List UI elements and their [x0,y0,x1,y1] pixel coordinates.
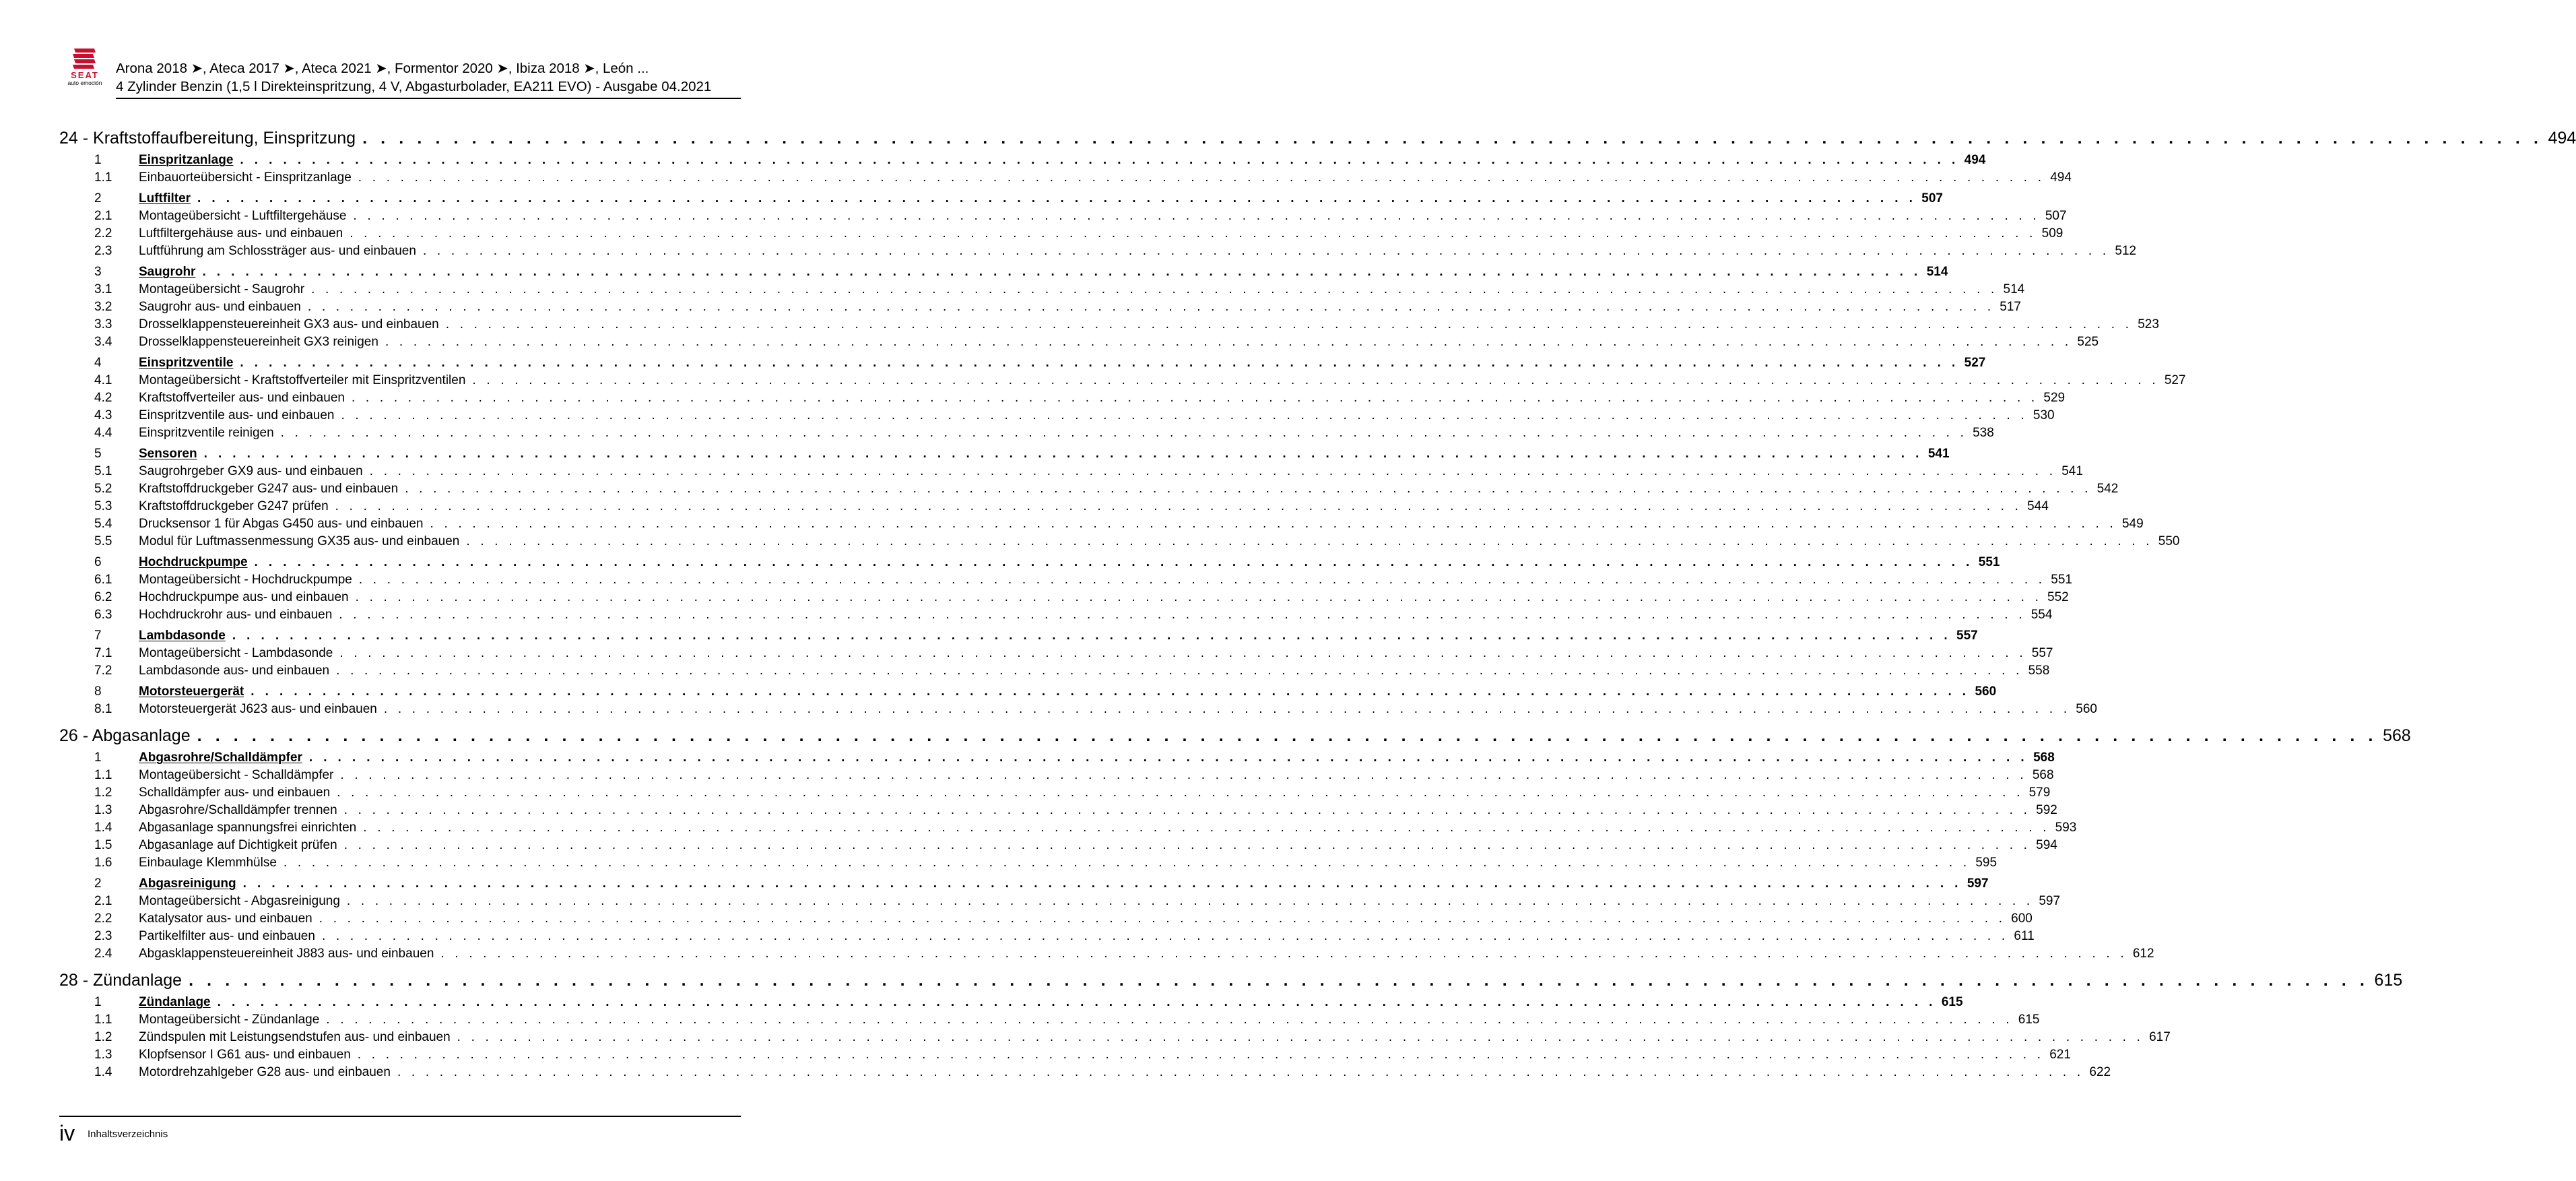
dot-leader: . . . . . . . . . . . . . . . . . . . . . . . . . . . . . . . . . . . . . . . . . . . . . . . . . . . . . . . . . . . . . . . . . . . . . . . . . . . . . . . . . . . . . . . . . . . . . . . . . . . . . . . . . . . . . . . . . . . . . . . . [405,482,2092,496]
toc-subsection-number: 2.2 [94,912,112,926]
dot-leader: . . . . . . . . . . . . . . . . . . . . . . . . . . . . . . . . . . . . . . . . . . . . . . . . . . . . . . . . . . . . . . . . . . . . . . . . . . . . . . . . . . . . . . . . . . . . . . . . . . . . . . . . . . . . . . . . . . . . . . . . [321,929,2009,943]
seat-logo-mark [73,49,96,69]
toc-subsection-page: 594 [2036,838,2057,852]
toc-subsection-page: 494 [2050,170,2072,185]
toc-subsection[interactable] [59,169,2072,187]
toc-section[interactable] [59,190,1943,208]
dot-leader: . . . . . . . . . . . . . . . . . . . . . . . . . . . . . . . . . . . . . . . . . . . . . . . . . . . . . . . . . . . . . . . . . . . . . . . . . . . . . . . . . . . . . . . . . . . . . . . . . . . . . . . . . . . . . . . . . . . . . . . . [363,821,2050,835]
toc-subsection-page: 544 [2027,499,2049,513]
toc-subsection-number: 3.2 [94,300,112,314]
toc-subsection-page: 507 [2045,209,2067,223]
toc-subsection-page: 527 [2164,373,2186,387]
dot-leader: . . . . . . . . . . . . . . . . . . . . . . . . . . . . . . . . . . . . . . . . . . . . . . . . . . . . . . . . . . . . . . . . . . . . . . . . . . . . . . . . . . . . . . . . . . . . . . . . . . . . . . . . . . . . . . . . . . . . . . . . [307,300,1995,314]
toc-subsection-number: 1.2 [94,786,112,800]
toc-subsection[interactable] [59,281,2025,298]
toc-subsection-page: 595 [1975,856,1997,870]
toc-subsection-page: 615 [2018,1013,2040,1027]
toc-subsection[interactable] [59,928,2035,945]
toc-subsection-page: 525 [2077,335,2099,349]
toc-section-page: 514 [1926,265,1948,279]
toc-subsection[interactable] [59,1011,2040,1029]
toc-subsection-title: Katalysator aus- und einbauen [139,912,312,926]
toc-subsection-number: 6.1 [94,573,112,587]
toc-subsection-page: 538 [1973,426,1994,440]
toc-chapter-page: 568 [2383,726,2411,745]
toc-subsection-number: 2.4 [94,947,112,961]
toc-section-page: 557 [1956,629,1978,643]
toc-section-title: Abgasrohre/Schalldämpfer [139,751,302,765]
toc-subsection-number: 4.1 [94,373,112,387]
toc-subsection-page: 523 [2138,317,2159,331]
toc-subsection[interactable] [59,515,2144,533]
toc-subsection-page: 517 [2000,300,2021,314]
toc-subsection-number: 1.3 [94,803,112,817]
toc-subsection-page: 542 [2096,482,2119,496]
toc-subsection-page: 512 [2115,244,2137,258]
toc-section-number: 8 [94,684,102,699]
dot-leader: . . . . . . . . . . . . . . . . . . . . . . . . . . . . . . . . . . . . . . . . . . . . . . . . . . . . . . . . . . . . . . . . . . . . . . . . . . . . . . . . . . . . . . . . . . . . . . . . . . . . . . . . . . . . . . . . . . . . . . . . [340,768,2027,782]
toc-subsection-title: Drucksensor 1 für Abgas G450 aus- und einbauen [139,517,424,531]
toc-subsection-title: Kraftstoffdruckgeber G247 prüfen [139,499,329,513]
dot-leader: . . . . . . . . . . . . . . . . . . . . . . . . . . . . . . . . . . . . . . . . . . . . . . . . . . . . . . . . . . . . . . . . . . . . . . . . . . . . . . . . . . . . . . . . . . . . . . . . . . . . . . . . . . . . . . . . . . . . . . . . [422,244,2110,258]
toc-section-page: 507 [1921,191,1943,205]
toc-subsection-number: 1.3 [94,1048,112,1062]
toc-subsection-title: Luftfiltergehäuse aus- und einbauen [139,226,343,241]
table-of-contents [59,126,2576,1081]
toc-subsection-page: 600 [2011,912,2033,926]
toc-subsection[interactable] [59,208,2067,225]
toc-subsection[interactable] [59,480,2119,498]
toc-section-number: 1 [94,153,102,167]
toc-chapter[interactable] [59,968,2403,992]
toc-subsection[interactable] [59,645,2053,662]
toc-subsection-title: Kraftstoffverteiler aus- und einbauen [139,391,345,405]
toc-subsection-number: 5.5 [94,534,112,548]
toc-chapter-title: 26 - Abgasanlage [59,726,191,745]
toc-subsection-page: 622 [2089,1065,2111,1079]
toc-subsection-title: Hochdruckpumpe aus- und einbauen [139,590,349,604]
toc-subsection-title: Hochdruckrohr aus- und einbauen [139,608,333,622]
dot-leader: . . . . . . . . . . . . . . . . . . . . . . . . . . . . . . . . . . . . . . . . . . . . . . . . . . . . . . . . . . . . . . . . . . . . . . . . . . . . . . . . . . . . . . . . . . . . . . . . . . . . . . . . . . . . . . . . . . . . . . . . [369,464,2057,478]
dot-leader: . . . . . . . . . . . . . . . . . . . . . . . . . . . . . . . . . . . . . . . . . . . . . . . . . . . . . . . . . . . . . . . . . . . . . . . . . . . . . . . . . . . . . . . . . . . . . . . . . . . . . . . . . . . . . . . . . . . . . . . . [311,282,1998,296]
toc-subsection-page: 568 [2032,768,2054,782]
dot-leader: . . . . . . . . . . . . . . . . . . . . . . . . . . . . . . . . . . . . . . . . . . . . . . . . . . . . . . . . . . . . . . . . . . . . . . . . . . . . . . . . . . . . . . . . . . . . . . . . . . . . . . . . . . . . . . . . . . . . . . . . [251,684,1970,699]
dot-leader: . . . . . . . . . . . . . . . . . . . . . . . . . . . . . . . . . . . . . . . . . . . . . . . . . . . . . . . . . . . . . . . . . . . . . . . . . . . . . . . . . . . . . . . . . . . . . . . . . . . . . . . . . . . . . . . . . . . . . . . . [357,1048,2045,1062]
toc-subsection-number: 1.1 [94,170,112,185]
seat-logo-slogan: auto emoción [67,79,102,86]
toc-subsection-page: 621 [2049,1048,2071,1062]
toc-subsection-title: Kraftstoffdruckgeber G247 aus- und einbauen [139,482,399,496]
toc-subsection[interactable] [59,1029,2171,1046]
toc-section-title: Saugrohr [139,265,196,279]
dot-leader: . . . . . . . . . . . . . . . . . . . . . . . . . . . . . . . . . . . . . . . . . . . . . . . . . . . . . . . . . . . . . . . . . . . . . . . . . . . . . . . . . . . . . . . . . . . . . . . . . . . . . . . . . . . . . . . . . . . . . . . . [466,534,2153,548]
dot-leader: . . . . . . . . . . . . . . . . . . . . . . . . . . . . . . . . . . . . . . . . . . . . . . . . . . . . . . . . . . . . . . . . . . . . . . . . . . . . . . . . . . . . . . . . . . . . . . . . . . . . . . . . . . . . . . . . . . . . . . . . [440,947,2127,961]
toc-section-number: 1 [94,995,102,1009]
dot-leader: . . . . . . . . . . . . . . . . . . . . . . . . . . . . . . . . . . . . . . . . . . . . . . . . . . . . . . . . . . . . . . . . . . . . . . . . . . . . . . . . . . . . . . . . . . . . . . . . . . . . . . . . . . . . . . . . . . . . . . . . [197,726,2378,745]
toc-section-number: 4 [94,356,102,370]
dot-leader: . . . . . . . . . . . . . . . . . . . . . . . . . . . . . . . . . . . . . . . . . . . . . . . . . . . . . . . . . . . . . . . . . . . . . . . . . . . . . . . . . . . . . . . . . . . . . . . . . . . . . . . . . . . . . . . . . . . . . . . . [308,751,2028,765]
toc-subsection[interactable] [59,893,2061,910]
toc-subsection-title: Einspritzventile aus- und einbauen [139,408,335,422]
toc-subsection-title: Einbaulage Klemmhülse [139,856,277,870]
toc-subsection[interactable] [59,837,2057,854]
footer-divider [59,1116,741,1117]
dot-leader: . . . . . . . . . . . . . . . . . . . . . . . . . . . . . . . . . . . . . . . . . . . . . . . . . . . . . . . . . . . . . . . . . . . . . . . . . . . . . . . . . . . . . . . . . . . . . . . . . . . . . . . . . . . . . . . . . . . . . . . . [280,426,1968,440]
toc-section[interactable] [59,875,1989,893]
toc-section-title: Hochdruckpumpe [139,555,248,569]
dot-leader: . . . . . . . . . . . . . . . . . . . . . . . . . . . . . . . . . . . . . . . . . . . . . . . . . . . . . . . . . . . . . . . . . . . . . . . . . . . . . . . . . . . . . . . . . . . . . . . . . . . . . . . . . . . . . . . . . . . . . . . . [203,447,1923,461]
toc-subsection[interactable] [59,372,2186,389]
toc-subsection-number: 1.2 [94,1030,112,1044]
toc-subsection-number: 5.3 [94,499,112,513]
dot-leader: . . . . . . . . . . . . . . . . . . . . . . . . . . . . . . . . . . . . . . . . . . . . . . . . . . . . . . . . . . . . . . . . . . . . . . . . . . . . . . . . . . . . . . . . . . . . . . . . . . . . . . . . . . . . . . . . . . . . . . . . [202,265,1921,279]
toc-chapter[interactable] [59,126,2576,150]
toc-subsection-title: Montageübersicht - Kraftstoffverteiler mit Einspritzventilen [139,373,466,387]
dot-leader: . . . . . . . . . . . . . . . . . . . . . . . . . . . . . . . . . . . . . . . . . . . . . . . . . . . . . . . . . . . . . . . . . . . . . . . . . . . . . . . . . . . . . . . . . . . . . . . . . . . . . . . . . . . . . . . . . . . . . . . . [445,317,2133,331]
dot-leader: . . . . . . . . . . . . . . . . . . . . . . . . . . . . . . . . . . . . . . . . . . . . . . . . . . . . . . . . . . . . . . . . . . . . . . . . . . . . . . . . . . . . . . . . . . . . . . . . . . . . . . . . . . . . . . . . . . . . . . . . [343,838,2031,852]
toc-subsection[interactable] [59,589,2069,606]
toc-section-title: Einspritzventile [139,356,234,370]
dot-leader: . . . . . . . . . . . . . . . . . . . . . . . . . . . . . . . . . . . . . . . . . . . . . . . . . . . . . . . . . . . . . . . . . . . . . . . . . . . . . . . . . . . . . . . . . . . . . . . . . . . . . . . . . . . . . . . . . . . . . . . . [457,1030,2144,1044]
toc-subsection-page: 597 [2039,894,2061,908]
dot-leader: . . . . . . . . . . . . . . . . . . . . . . . . . . . . . . . . . . . . . . . . . . . . . . . . . . . . . . . . . . . . . . . . . . . . . . . . . . . . . . . . . . . . . . . . . . . . . . . . . . . . . . . . . . . . . . . . . . . . . . . . [350,226,2037,241]
dot-leader: . . . . . . . . . . . . . . . . . . . . . . . . . . . . . . . . . . . . . . . . . . . . . . . . . . . . . . . . . . . . . . . . . . . . . . . . . . . . . . . . . . . . . . . . . . . . . . . . . . . . . . . . . . . . . . . . . . . . . . . . [362,129,2543,148]
toc-subsection-title: Partikelfilter aus- und einbauen [139,929,315,943]
seat-logo [59,47,110,88]
toc-subsection[interactable] [59,571,2072,589]
toc-subsection[interactable] [59,389,2066,407]
toc-section-page: 560 [1975,684,1997,699]
toc-subsection[interactable] [59,662,2050,680]
toc-subsection-number: 2.2 [94,226,112,241]
toc-subsection-title: Zündspulen mit Leistungsendstufen aus- und einbauen [139,1030,451,1044]
toc-subsection-page: 579 [2028,786,2051,800]
toc-section-title: Luftfilter [139,191,191,205]
dot-leader: . . . . . . . . . . . . . . . . . . . . . . . . . . . . . . . . . . . . . . . . . . . . . . . . . . . . . . . . . . . . . . . . . . . . . . . . . . . . . . . . . . . . . . . . . . . . . . . . . . . . . . . . . . . . . . . . . . . . . . . . [283,856,1971,870]
toc-subsection[interactable] [59,767,2054,784]
dot-leader: . . . . . . . . . . . . . . . . . . . . . . . . . . . . . . . . . . . . . . . . . . . . . . . . . . . . . . . . . . . . . . . . . . . . . . . . . . . . . . . . . . . . . . . . . . . . . . . . . . . . . . . . . . . . . . . . . . . . . . . . [319,912,2006,926]
toc-subsection[interactable] [59,424,1994,442]
toc-subsection-page: 552 [2047,590,2069,604]
toc-subsection-page: 549 [2121,517,2144,531]
dot-leader: . . . . . . . . . . . . . . . . . . . . . . . . . . . . . . . . . . . . . . . . . . . . . . . . . . . . . . . . . . . . . . . . . . . . . . . . . . . . . . . . . . . . . . . . . . . . . . . . . . . . . . . . . . . . . . . . . . . . . . . . [240,153,1959,167]
toc-section-number: 6 [94,555,102,569]
toc-subsection-title: Abgasanlage spannungsfrei einrichten [139,821,357,835]
dot-leader: . . . . . . . . . . . . . . . . . . . . . . . . . . . . . . . . . . . . . . . . . . . . . . . . . . . . . . . . . . . . . . . . . . . . . . . . . . . . . . . . . . . . . . . . . . . . . . . . . . . . . . . . . . . . . . . . . . . . . . . . [337,786,2024,800]
toc-subsection-number: 2.3 [94,929,112,943]
dot-leader: . . . . . . . . . . . . . . . . . . . . . . . . . . . . . . . . . . . . . . . . . . . . . . . . . . . . . . . . . . . . . . . . . . . . . . . . . . . . . . . . . . . . . . . . . . . . . . . . . . . . . . . . . . . . . . . . . . . . . . . . [336,664,2023,678]
toc-subsection-page: 617 [2149,1030,2171,1044]
toc-subsection[interactable] [59,243,2137,260]
dot-leader: . . . . . . . . . . . . . . . . . . . . . . . . . . . . . . . . . . . . . . . . . . . . . . . . . . . . . . . . . . . . . . . . . . . . . . . . . . . . . . . . . . . . . . . . . . . . . . . . . . . . . . . . . . . . . . . . . . . . . . . . [189,971,2369,990]
toc-section-page: 494 [1964,153,1986,167]
dot-leader: . . . . . . . . . . . . . . . . . . . . . . . . . . . . . . . . . . . . . . . . . . . . . . . . . . . . . . . . . . . . . . . . . . . . . . . . . . . . . . . . . . . . . . . . . . . . . . . . . . . . . . . . . . . . . . . . . . . . . . . . [353,209,2040,223]
toc-subsection[interactable] [59,333,2099,351]
toc-subsection-number: 4.4 [94,426,112,440]
toc-subsection-title: Abgasrohre/Schalldämpfer trennen [139,803,337,817]
page-header [59,47,741,100]
toc-subsection-number: 4.2 [94,391,112,405]
toc-subsection-page: 550 [2158,534,2180,548]
toc-section-page: 527 [1964,356,1986,370]
toc-subsection-number: 4.3 [94,408,112,422]
dot-leader: . . . . . . . . . . . . . . . . . . . . . . . . . . . . . . . . . . . . . . . . . . . . . . . . . . . . . . . . . . . . . . . . . . . . . . . . . . . . . . . . . . . . . . . . . . . . . . . . . . . . . . . . . . . . . . . . . . . . . . . . [217,995,1936,1009]
toc-subsection-number: 7.1 [94,646,112,660]
seat-logo-wordmark: SEAT [71,70,99,80]
toc-section[interactable] [59,445,1950,463]
toc-section-title: Motorsteuergerät [139,684,244,699]
toc-section[interactable] [59,263,1948,281]
toc-subsection-page: 541 [2061,464,2083,478]
toc-subsection-number: 5.4 [94,517,112,531]
toc-section-page: 597 [1967,876,1989,891]
toc-subsection-number: 3.3 [94,317,112,331]
toc-subsection[interactable] [59,784,2051,802]
toc-subsection-number: 1.1 [94,1013,112,1027]
footer-label: Inhaltsverzeichnis [88,1128,168,1140]
toc-subsection-number: 6.2 [94,590,112,604]
dot-leader: . . . . . . . . . . . . . . . . . . . . . . . . . . . . . . . . . . . . . . . . . . . . . . . . . . . . . . . . . . . . . . . . . . . . . . . . . . . . . . . . . . . . . . . . . . . . . . . . . . . . . . . . . . . . . . . . . . . . . . . . [242,876,1962,891]
toc-subsection-page: 514 [2003,282,2025,296]
toc-section[interactable] [59,627,1978,645]
toc-subsection-title: Montageübersicht - Luftfiltergehäuse [139,209,347,223]
toc-subsection[interactable] [59,225,2063,243]
dot-leader: . . . . . . . . . . . . . . . . . . . . . . . . . . . . . . . . . . . . . . . . . . . . . . . . . . . . . . . . . . . . . . . . . . . . . . . . . . . . . . . . . . . . . . . . . . . . . . . . . . . . . . . . . . . . . . . . . . . . . . . . [339,646,2026,660]
toc-section-title: Lambdasonde [139,629,226,643]
dot-leader: . . . . . . . . . . . . . . . . . . . . . . . . . . . . . . . . . . . . . . . . . . . . . . . . . . . . . . . . . . . . . . . . . . . . . . . . . . . . . . . . . . . . . . . . . . . . . . . . . . . . . . . . . . . . . . . . . . . . . . . . [339,608,2026,622]
toc-subsection-title: Drosselklappensteuereinheit GX3 aus- und einbauen [139,317,439,331]
dot-leader: . . . . . . . . . . . . . . . . . . . . . . . . . . . . . . . . . . . . . . . . . . . . . . . . . . . . . . . . . . . . . . . . . . . . . . . . . . . . . . . . . . . . . . . . . . . . . . . . . . . . . . . . . . . . . . . . . . . . . . . . [341,408,2028,422]
toc-subsection-title: Drosselklappensteuereinheit GX3 reinigen [139,335,378,349]
toc-subsection-page: 557 [2031,646,2053,660]
toc-subsection-page: 611 [2014,929,2035,943]
header-engine: 4 Zylinder Benzin (1,5 l Direkteinspritzung, 4 V, Abgasturbolader, EA211 EVO) - Ausgabe 04.2021 [116,79,712,94]
toc-subsection-title: Montageübersicht - Abgasreinigung [139,894,340,908]
toc-subsection[interactable] [59,298,2021,316]
toc-subsection-title: Montageübersicht - Lambdasonde [139,646,333,660]
toc-subsection[interactable] [59,802,2057,819]
toc-subsection[interactable] [59,316,2159,333]
dot-leader: . . . . . . . . . . . . . . . . . . . . . . . . . . . . . . . . . . . . . . . . . . . . . . . . . . . . . . . . . . . . . . . . . . . . . . . . . . . . . . . . . . . . . . . . . . . . . . . . . . . . . . . . . . . . . . . . . . . . . . . . [430,517,2117,531]
toc-subsection-title: Lambdasonde aus- und einbauen [139,664,330,678]
toc-subsection-page: 560 [2076,702,2097,716]
toc-subsection-title: Montageübersicht - Saugrohr [139,282,305,296]
toc-subsection-page: 509 [2041,226,2063,241]
toc-subsection-title: Montageübersicht - Hochdruckpumpe [139,573,352,587]
dot-leader: . . . . . . . . . . . . . . . . . . . . . . . . . . . . . . . . . . . . . . . . . . . . . . . . . . . . . . . . . . . . . . . . . . . . . . . . . . . . . . . . . . . . . . . . . . . . . . . . . . . . . . . . . . . . . . . . . . . . . . . . [326,1013,2013,1027]
toc-subsection-title: Klopfsensor I G61 aus- und einbauen [139,1048,351,1062]
toc-section-title: Abgasreinigung [139,876,236,891]
toc-subsection-title: Saugrohr aus- und einbauen [139,300,301,314]
toc-subsection-number: 2.3 [94,244,112,258]
toc-section-title: Einspritzanlage [139,153,234,167]
toc-subsection-title: Modul für Luftmassenmessung GX35 aus- und einbauen [139,534,460,548]
footer-page-number: iv [59,1121,75,1145]
toc-subsection-page: 592 [2036,803,2057,817]
toc-section[interactable] [59,994,1963,1011]
toc-section-title: Zündanlage [139,995,211,1009]
toc-subsection-number: 5.2 [94,482,112,496]
toc-subsection-title: Einspritzventile reinigen [139,426,274,440]
toc-subsection-title: Schalldämpfer aus- und einbauen [139,786,331,800]
dot-leader: . . . . . . . . . . . . . . . . . . . . . . . . . . . . . . . . . . . . . . . . . . . . . . . . . . . . . . . . . . . . . . . . . . . . . . . . . . . . . . . . . . . . . . . . . . . . . . . . . . . . . . . . . . . . . . . . . . . . . . . . [472,373,2159,387]
toc-subsection[interactable] [59,1046,2071,1064]
toc-section[interactable] [59,152,1986,169]
dot-leader: . . . . . . . . . . . . . . . . . . . . . . . . . . . . . . . . . . . . . . . . . . . . . . . . . . . . . . . . . . . . . . . . . . . . . . . . . . . . . . . . . . . . . . . . . . . . . . . . . . . . . . . . . . . . . . . . . . . . . . . . [383,702,2071,716]
toc-subsection-title: Abgasanlage auf Dichtigkeit prüfen [139,838,337,852]
toc-subsection-page: 529 [2043,391,2066,405]
toc-subsection-title: Luftführung am Schlossträger aus- und einbauen [139,244,416,258]
toc-subsection[interactable] [59,463,2083,480]
toc-subsection-number: 3.1 [94,282,112,296]
toc-subsection[interactable] [59,701,2097,718]
toc-section-page: 541 [1927,447,1950,461]
toc-subsection-number: 1.5 [94,838,112,852]
dot-leader: . . . . . . . . . . . . . . . . . . . . . . . . . . . . . . . . . . . . . . . . . . . . . . . . . . . . . . . . . . . . . . . . . . . . . . . . . . . . . . . . . . . . . . . . . . . . . . . . . . . . . . . . . . . . . . . . . . . . . . . . [397,1065,2084,1079]
toc-chapter-title: 28 - Zündanlage [59,971,183,990]
toc-subsection-title: Abgasklappensteuereinheit J883 aus- und einbauen [139,947,434,961]
dot-leader: . . . . . . . . . . . . . . . . . . . . . . . . . . . . . . . . . . . . . . . . . . . . . . . . . . . . . . . . . . . . . . . . . . . . . . . . . . . . . . . . . . . . . . . . . . . . . . . . . . . . . . . . . . . . . . . . . . . . . . . . [232,629,1952,643]
dot-leader: . . . . . . . . . . . . . . . . . . . . . . . . . . . . . . . . . . . . . . . . . . . . . . . . . . . . . . . . . . . . . . . . . . . . . . . . . . . . . . . . . . . . . . . . . . . . . . . . . . . . . . . . . . . . . . . . . . . . . . . . [358,573,2046,587]
toc-section-title: Sensoren [139,447,197,461]
toc-subsection-number: 1.4 [94,1065,112,1079]
toc-section-page: 568 [2033,751,2055,765]
toc-subsection-page: 593 [2055,821,2077,835]
toc-subsection-page: 530 [2033,408,2055,422]
toc-subsection[interactable] [59,498,2049,515]
dot-leader: . . . . . . . . . . . . . . . . . . . . . . . . . . . . . . . . . . . . . . . . . . . . . . . . . . . . . . . . . . . . . . . . . . . . . . . . . . . . . . . . . . . . . . . . . . . . . . . . . . . . . . . . . . . . . . . . . . . . . . . . [358,170,2045,185]
toc-chapter-title: 24 - Kraftstoffaufbereitung, Einspritzung [59,129,356,148]
toc-subsection-title: Montageübersicht - Zündanlage [139,1013,320,1027]
toc-subsection-title: Motorsteuergerät J623 aus- und einbauen [139,702,377,716]
toc-subsection-number: 3.4 [94,335,112,349]
dot-leader: . . . . . . . . . . . . . . . . . . . . . . . . . . . . . . . . . . . . . . . . . . . . . . . . . . . . . . . . . . . . . . . . . . . . . . . . . . . . . . . . . . . . . . . . . . . . . . . . . . . . . . . . . . . . . . . . . . . . . . . . [335,499,2022,513]
toc-subsection-page: 612 [2132,947,2154,961]
toc-section-number: 5 [94,447,102,461]
toc-subsection[interactable] [59,945,2154,963]
toc-subsection-title: Einbauorteübersicht - Einspritzanlage [139,170,352,185]
toc-subsection-number: 1.1 [94,768,112,782]
toc-subsection[interactable] [59,533,2180,550]
toc-subsection-number: 8.1 [94,702,112,716]
toc-section[interactable] [59,354,1986,372]
toc-subsection-number: 1.4 [94,821,112,835]
toc-section[interactable] [59,749,2055,767]
toc-subsection[interactable] [59,407,2055,424]
toc-subsection-number: 2.1 [94,209,112,223]
dot-leader: . . . . . . . . . . . . . . . . . . . . . . . . . . . . . . . . . . . . . . . . . . . . . . . . . . . . . . . . . . . . . . . . . . . . . . . . . . . . . . . . . . . . . . . . . . . . . . . . . . . . . . . . . . . . . . . . . . . . . . . . [351,391,2039,405]
toc-section[interactable] [59,554,2000,571]
toc-subsection-number: 5.1 [94,464,112,478]
toc-chapter-page: 615 [2374,971,2403,990]
toc-section-page: 551 [1978,555,2000,569]
toc-subsection-title: Saugrohrgeber GX9 aus- und einbauen [139,464,363,478]
toc-subsection[interactable] [59,819,2077,837]
toc-subsection-number: 2.1 [94,894,112,908]
toc-subsection[interactable] [59,910,2033,928]
dot-leader: . . . . . . . . . . . . . . . . . . . . . . . . . . . . . . . . . . . . . . . . . . . . . . . . . . . . . . . . . . . . . . . . . . . . . . . . . . . . . . . . . . . . . . . . . . . . . . . . . . . . . . . . . . . . . . . . . . . . . . . . [254,555,1973,569]
toc-subsection[interactable] [59,606,2053,624]
toc-chapter-page: 494 [2548,129,2576,148]
dot-leader: . . . . . . . . . . . . . . . . . . . . . . . . . . . . . . . . . . . . . . . . . . . . . . . . . . . . . . . . . . . . . . . . . . . . . . . . . . . . . . . . . . . . . . . . . . . . . . . . . . . . . . . . . . . . . . . . . . . . . . . . [343,803,2031,817]
toc-subsection-page: 551 [2051,573,2072,587]
toc-subsection-title: Montageübersicht - Schalldämpfer [139,768,334,782]
toc-subsection[interactable] [59,1064,2111,1081]
toc-subsection[interactable] [59,854,1997,872]
dot-leader: . . . . . . . . . . . . . . . . . . . . . . . . . . . . . . . . . . . . . . . . . . . . . . . . . . . . . . . . . . . . . . . . . . . . . . . . . . . . . . . . . . . . . . . . . . . . . . . . . . . . . . . . . . . . . . . . . . . . . . . . [385,335,2072,349]
toc-section-page: 615 [1941,995,1963,1009]
toc-subsection-page: 558 [2028,664,2050,678]
toc-section-number: 2 [94,191,102,205]
toc-subsection-title: Motordrehzahlgeber G28 aus- und einbauen [139,1065,391,1079]
toc-section-number: 1 [94,751,102,765]
dot-leader: . . . . . . . . . . . . . . . . . . . . . . . . . . . . . . . . . . . . . . . . . . . . . . . . . . . . . . . . . . . . . . . . . . . . . . . . . . . . . . . . . . . . . . . . . . . . . . . . . . . . . . . . . . . . . . . . . . . . . . . . [346,894,2034,908]
dot-leader: . . . . . . . . . . . . . . . . . . . . . . . . . . . . . . . . . . . . . . . . . . . . . . . . . . . . . . . . . . . . . . . . . . . . . . . . . . . . . . . . . . . . . . . . . . . . . . . . . . . . . . . . . . . . . . . . . . . . . . . . [355,590,2043,604]
dot-leader: . . . . . . . . . . . . . . . . . . . . . . . . . . . . . . . . . . . . . . . . . . . . . . . . . . . . . . . . . . . . . . . . . . . . . . . . . . . . . . . . . . . . . . . . . . . . . . . . . . . . . . . . . . . . . . . . . . . . . . . . [197,191,1917,205]
toc-section-number: 7 [94,629,102,643]
toc-subsection-number: 6.3 [94,608,112,622]
toc-subsection-number: 7.2 [94,664,112,678]
toc-section-number: 3 [94,265,102,279]
toc-subsection-number: 1.6 [94,856,112,870]
toc-section[interactable] [59,683,1997,701]
header-models: Arona 2018 ➤, Ateca 2017 ➤, Ateca 2021 ➤, Formentor 2020 ➤, Ibiza 2018 ➤, León ... [116,61,649,76]
toc-subsection-page: 554 [2030,608,2053,622]
toc-chapter[interactable] [59,724,2411,748]
dot-leader: . . . . . . . . . . . . . . . . . . . . . . . . . . . . . . . . . . . . . . . . . . . . . . . . . . . . . . . . . . . . . . . . . . . . . . . . . . . . . . . . . . . . . . . . . . . . . . . . . . . . . . . . . . . . . . . . . . . . . . . . [240,356,1959,370]
toc-section-number: 2 [94,876,102,891]
header-divider [116,98,741,99]
